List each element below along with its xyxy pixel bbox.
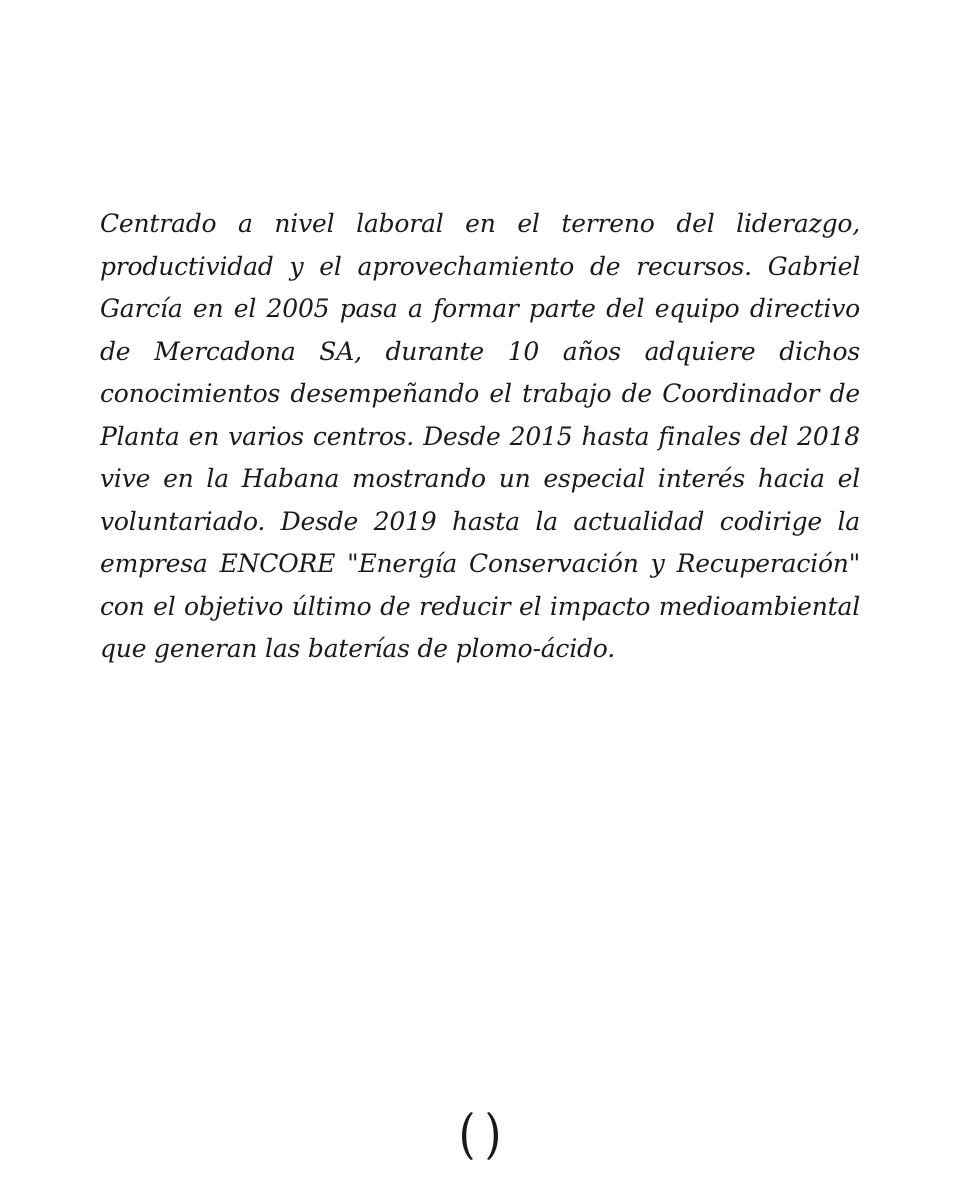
logo-right-paren — [487, 1112, 498, 1160]
logo-left-paren — [462, 1112, 473, 1160]
parentheses-logo-icon — [455, 1110, 505, 1162]
bio-paragraph: Centrado a nivel laboral en el terreno del liderazgo, productividad y el aprovechamiento de recursos. Gabriel García en el 2005 pasa a formar parte del equipo directivo de Mercadona SA, durante 10 años adquiere dichos conocimientos desempeñando el trabajo de Coordinador de Planta en varios centros. Desde 2015 hasta finales del 2018 vive en la Habana mostrando un especial interés hacia el voluntariado. Desde 2019 hasta la actualidad codirige la empresa ENCORE "Energía Conservación y Recuperación" con el objetivo último de reducir el impacto medioambiental que generan las baterías de plomo-ácido. — [100, 209, 860, 663]
